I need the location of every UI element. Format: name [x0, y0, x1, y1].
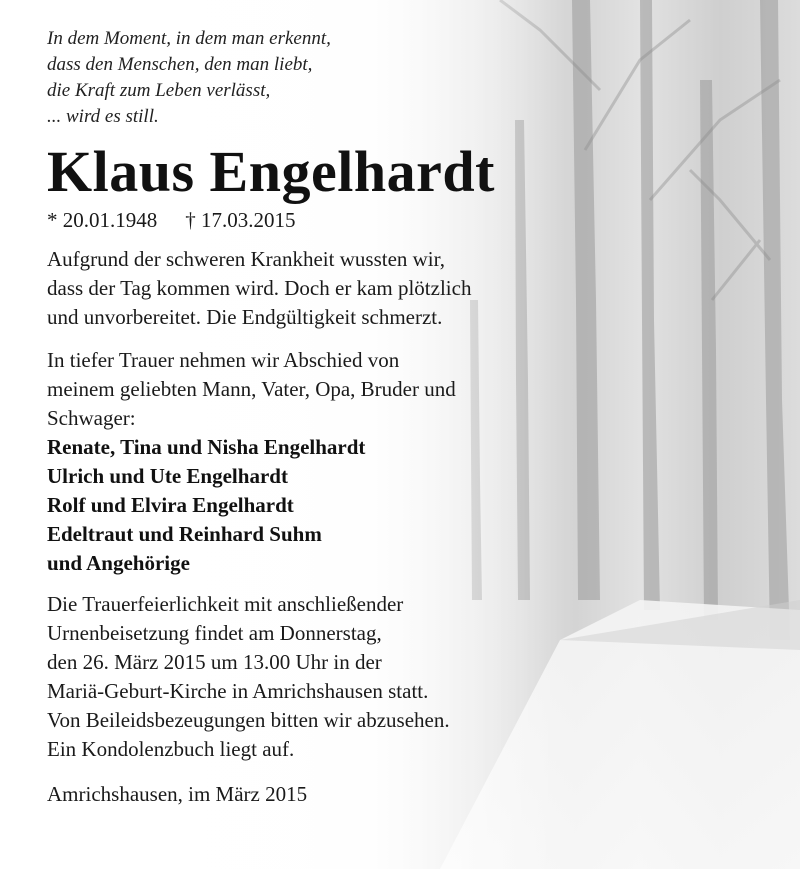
paragraph-line: meinem geliebten Mann, Vater, Opa, Bruder und — [47, 377, 456, 401]
ceremony-paragraph — [47, 590, 747, 764]
quote-line: dass den Menschen, den man liebt, — [47, 54, 313, 75]
paragraph-line: Ein Kondolenzbuch liegt auf. — [47, 737, 295, 761]
paragraph-line: In tiefer Trauer nehmen wir Abschied von — [47, 348, 400, 372]
memorial-quote — [47, 26, 747, 130]
paragraph-line: Urnenbeisetzung findet am Donnerstag, — [47, 621, 382, 645]
paragraph-line: Die Trauerfeierlichkeit mit anschließender — [47, 592, 404, 616]
mourner-entry: Ulrich und Ute Engelhardt — [47, 464, 288, 488]
paragraph-line: Aufgrund der schweren Krankheit wussten wir, — [47, 247, 446, 271]
paragraph-line: dass der Tag kommen wird. Doch er kam plötzlich — [47, 276, 472, 300]
birth-date: * 20.01.1948 — [47, 208, 158, 232]
paragraph-line: Schwager: — [47, 406, 136, 430]
obituary-content — [47, 26, 747, 809]
announcement-paragraph — [47, 245, 747, 332]
quote-line: In dem Moment, in dem man erkennt, — [47, 28, 331, 49]
deceased-name: Klaus Engelhardt — [47, 139, 495, 204]
mourners-list — [47, 433, 747, 578]
paragraph-line: Von Beileidsbezeugungen bitten wir abzusehen. — [47, 708, 450, 732]
farewell-paragraph — [47, 346, 747, 433]
paragraph-line: Mariä-Geburt-Kirche in Amrichshausen statt. — [47, 679, 429, 703]
quote-line: die Kraft zum Leben verlässt, — [47, 80, 271, 101]
mourner-entry: und Angehörige — [47, 551, 190, 575]
place-and-date: Amrichshausen, im März 2015 — [47, 782, 308, 806]
mourner-entry: Renate, Tina und Nisha Engelhardt — [47, 435, 366, 459]
life-dates — [47, 207, 747, 233]
paragraph-line: und unvorbereitet. Die Endgültigkeit schmerzt. — [47, 305, 443, 329]
death-date: † 17.03.2015 — [185, 208, 296, 232]
mourner-entry: Edeltraut und Reinhard Suhm — [47, 522, 322, 546]
paragraph-line: den 26. März 2015 um 13.00 Uhr in der — [47, 650, 382, 674]
mourner-entry: Rolf und Elvira Engelhardt — [47, 493, 294, 517]
quote-line: ... wird es still. — [47, 106, 159, 127]
